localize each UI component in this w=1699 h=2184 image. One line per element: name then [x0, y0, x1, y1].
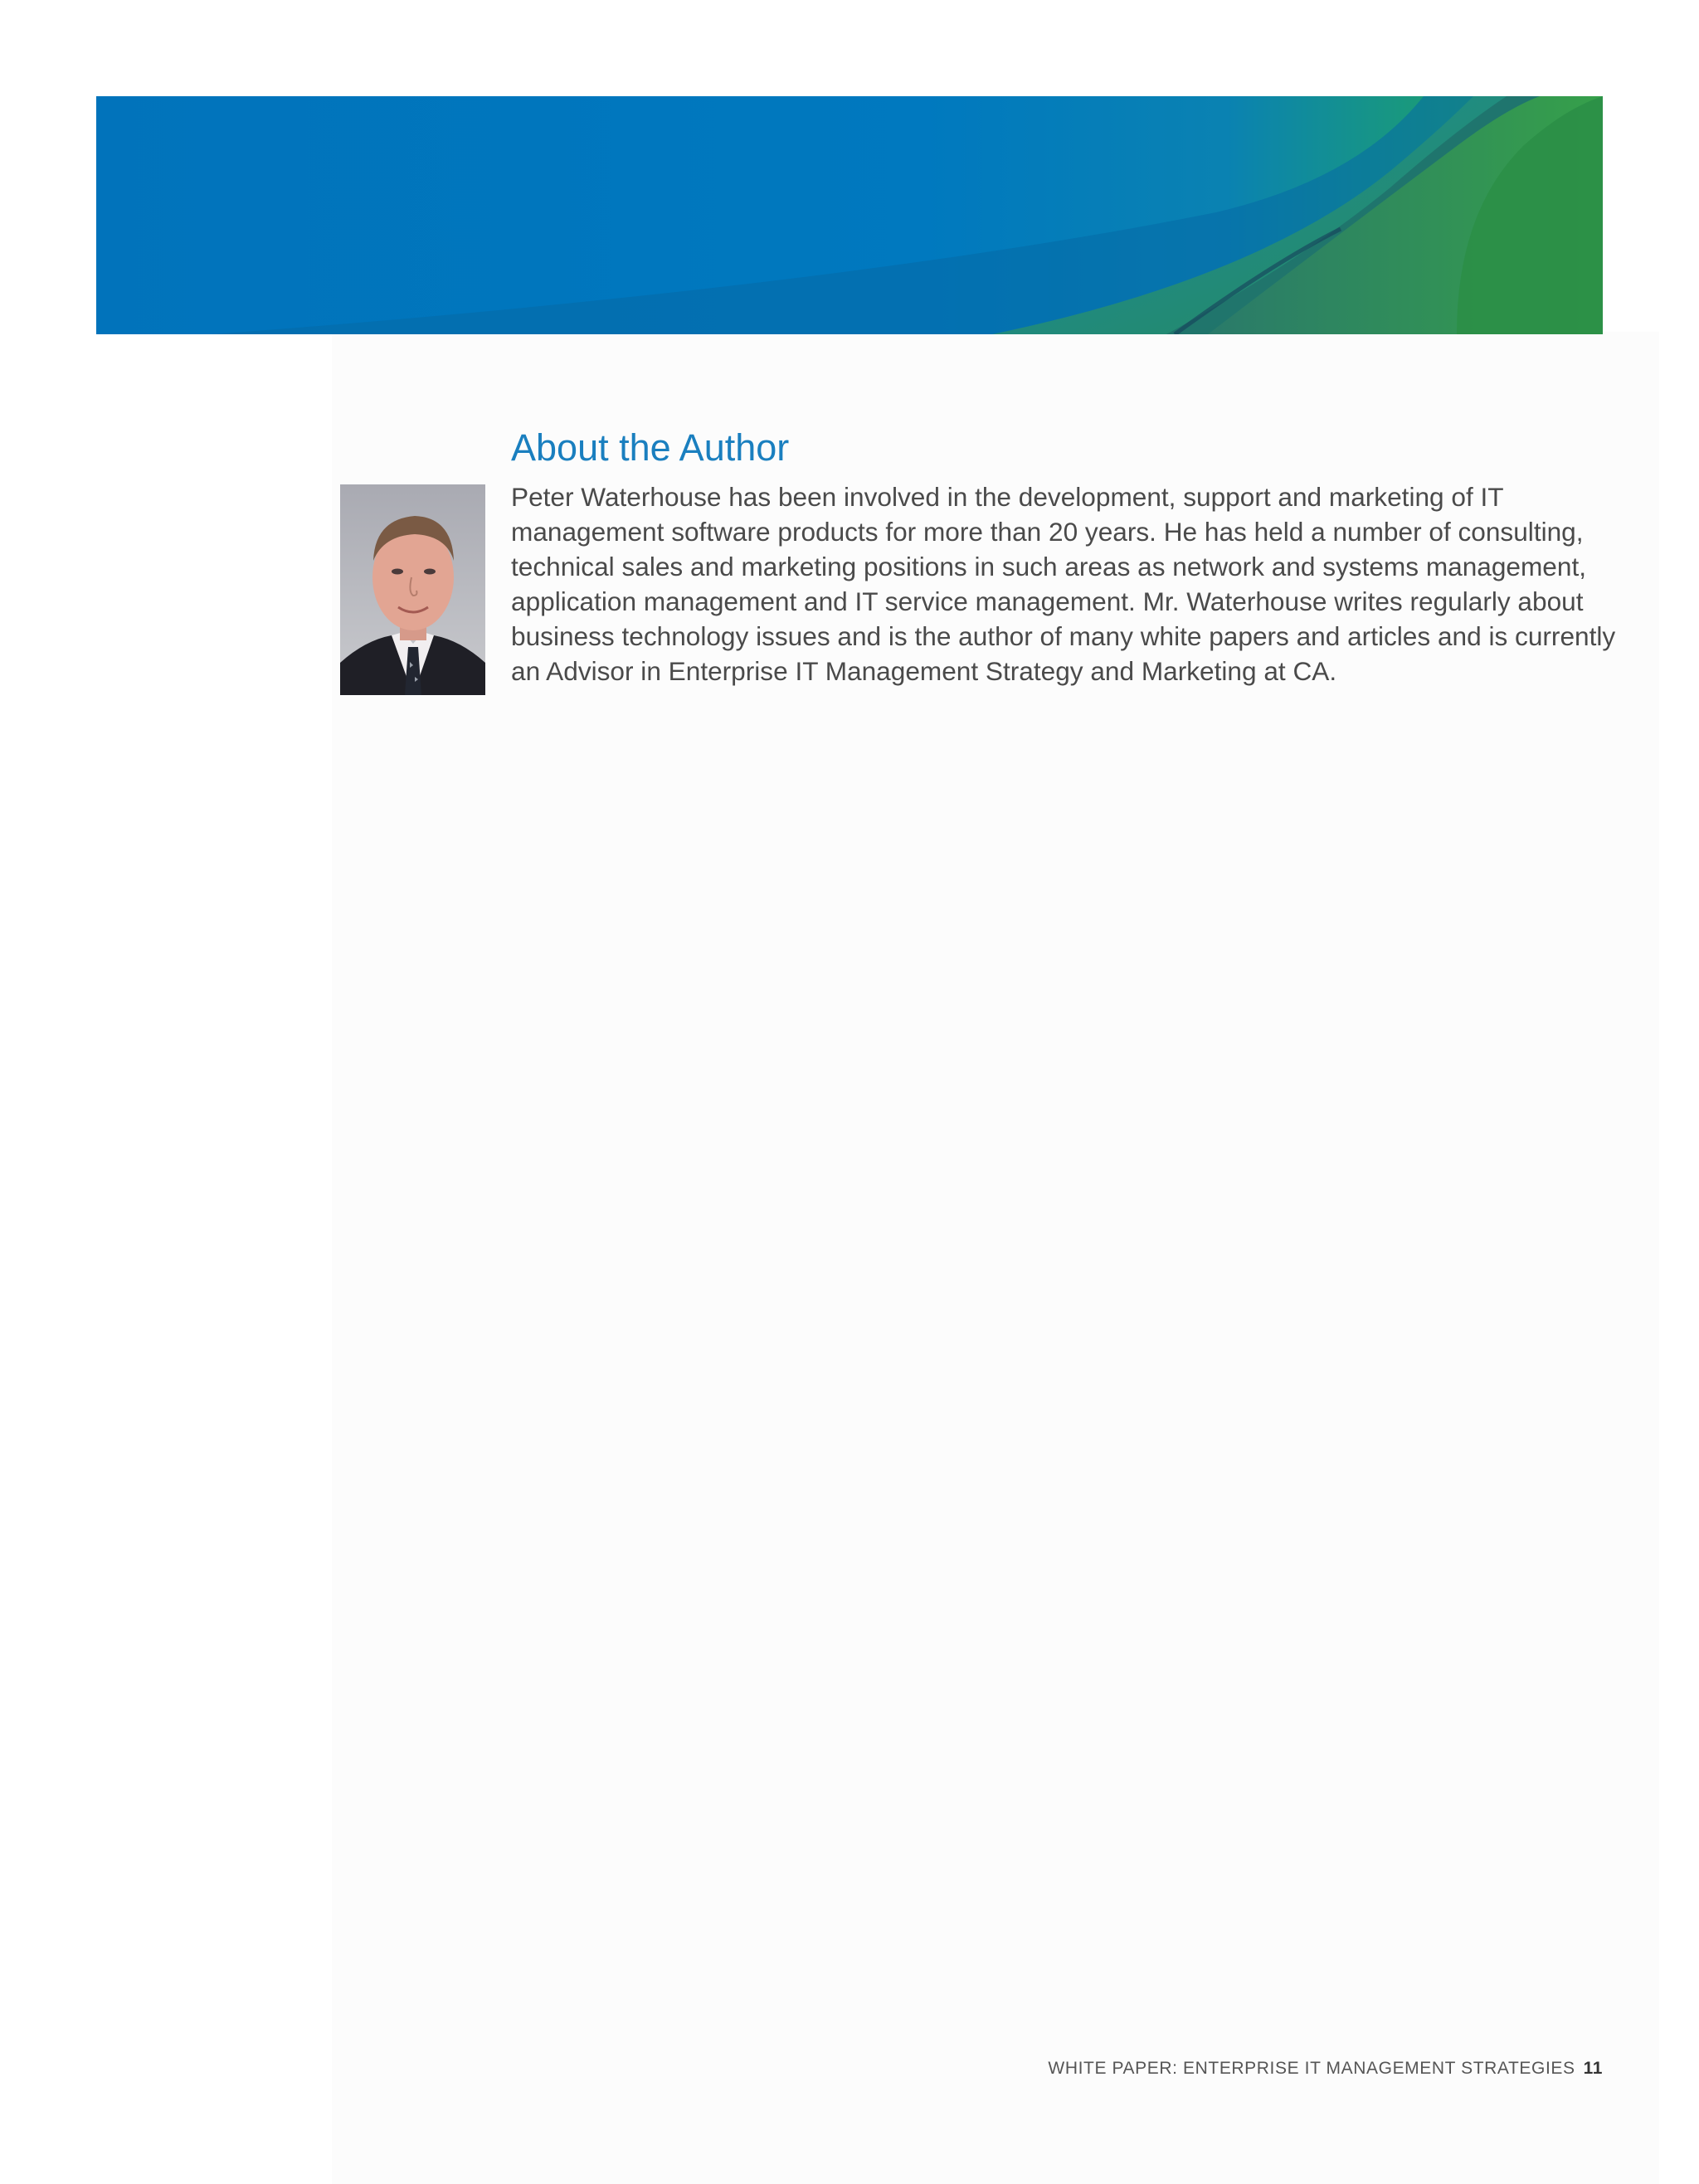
- wave-banner-graphic: [96, 96, 1603, 334]
- bio-line: an Advisor in Enterprise IT Management Strategy and Marketing at CA.: [511, 656, 1337, 686]
- page-number: 11: [1583, 2059, 1603, 2078]
- portrait-icon: [340, 484, 485, 695]
- section-heading: About the Author: [511, 426, 790, 469]
- bio-line: technical sales and marketing positions in such areas as network and systems management,: [511, 552, 1587, 581]
- author-photo: [340, 484, 485, 695]
- bio-line: application management and IT service management. Mr. Waterhouse writes regularly about: [511, 586, 1584, 616]
- bio-line: management software products for more than 20 years. He has held a number of consulting,: [511, 517, 1584, 547]
- page-footer: [1048, 2059, 1603, 2079]
- header-banner: [96, 96, 1603, 334]
- bio-line: business technology issues and is the author of many white papers and articles and is currently: [511, 621, 1616, 651]
- footer-title: WHITE PAPER: ENTERPRISE IT MANAGEMENT STRATEGIES: [1048, 2059, 1575, 2078]
- bio-line: Peter Waterhouse has been involved in the development, support and marketing of IT: [511, 482, 1504, 512]
- author-bio: [511, 479, 1614, 688]
